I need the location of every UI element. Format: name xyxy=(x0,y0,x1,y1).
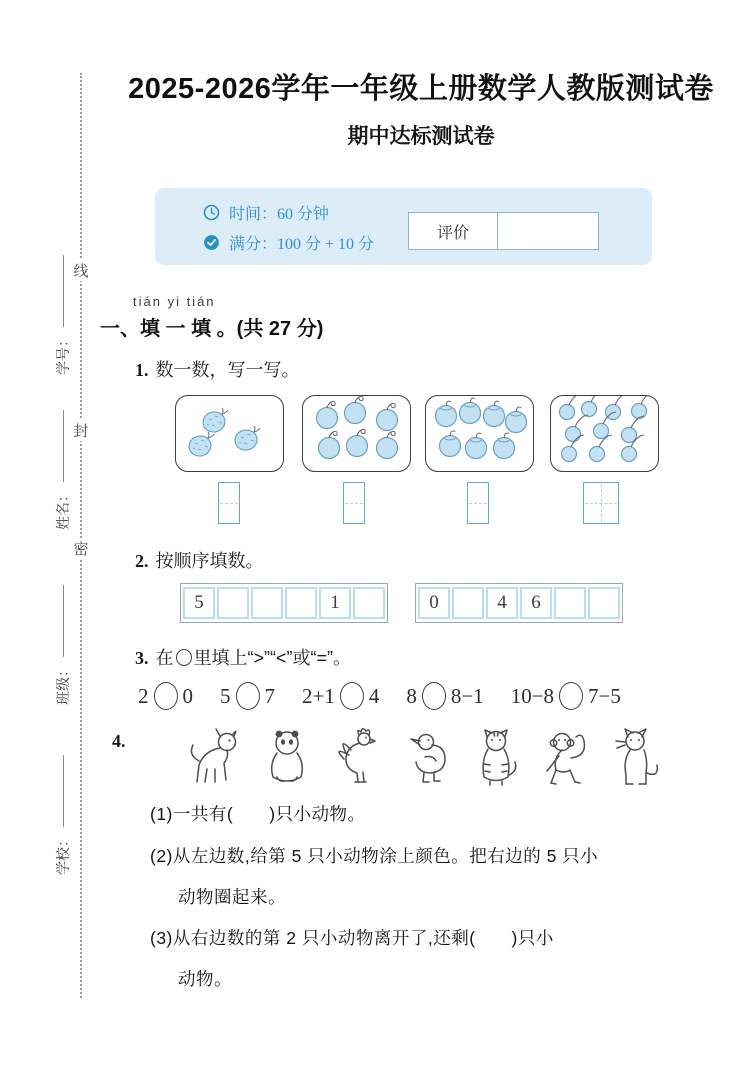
margin-field-blank xyxy=(63,755,64,827)
question-4-item-3-line-1: (3)从右边数的第 2 只小动物离开了,还剩( )只小 xyxy=(150,928,554,948)
peach-figure xyxy=(466,433,487,459)
question-4-item-2-line-2: 动物圈起来。 xyxy=(178,887,286,907)
question-3-text-after: 里填上“>”“<”或“=”。 xyxy=(193,648,351,668)
comparison-item xyxy=(406,682,483,710)
apple-figure xyxy=(317,401,338,428)
score-info-line xyxy=(203,231,374,254)
peach-figure xyxy=(440,431,461,457)
sequence-blank-cell xyxy=(353,587,385,619)
score-label: 满分：100 分 + 10 分 xyxy=(229,236,375,253)
comparison-right-value: 8−1 xyxy=(450,683,484,708)
evaluation-table xyxy=(408,212,599,250)
margin-field xyxy=(52,555,74,705)
question-4-number: 4. xyxy=(112,731,126,751)
paper-subtitle: 期中达标测试卷 xyxy=(347,125,495,148)
comparison-answer-circle xyxy=(559,682,583,710)
apple-figure xyxy=(347,429,368,456)
tiger-figure xyxy=(466,728,522,790)
comparison-left-value: 10−8 xyxy=(510,683,555,708)
sequence-number-cell: 5 xyxy=(183,587,215,619)
question-3-number: 3. xyxy=(135,648,149,668)
answer-writing-cell xyxy=(218,482,240,524)
cherry-count-box xyxy=(550,395,659,472)
comparison-left-value: 8 xyxy=(406,683,417,708)
sequence-blank-cell xyxy=(251,587,283,619)
comparison-item xyxy=(302,682,379,710)
check-icon xyxy=(203,234,220,251)
question-1-text: 数一数，写一写。 xyxy=(155,360,300,380)
peach-figure xyxy=(506,407,527,433)
question-2-text: 按顺序填数。 xyxy=(155,551,264,571)
margin-field-label: 姓名： xyxy=(55,488,71,530)
question-4-item-2-line-1: (2)从左边数,给第 5 只小动物涂上颜色。把右边的 5 只小 xyxy=(150,846,599,866)
question-1 xyxy=(135,356,300,382)
question-4 xyxy=(112,731,133,752)
seal-line-char: 密 xyxy=(71,538,91,559)
margin-field-blank xyxy=(63,410,64,482)
comparison-item xyxy=(138,682,193,710)
section-1-heading: 一、填 一 填 。(共 27 分) xyxy=(100,318,324,340)
animal-row xyxy=(186,722,664,790)
cherry-figure xyxy=(632,396,655,419)
comparison-right-value: 4 xyxy=(368,683,380,708)
margin-field-label: 学校： xyxy=(55,833,71,875)
sequence-blank-cell xyxy=(217,587,249,619)
exam-info-panel xyxy=(155,188,652,265)
strawberry-figure xyxy=(187,432,214,458)
dog-figure xyxy=(186,726,244,790)
margin-field-blank xyxy=(63,255,64,327)
answer-writing-cell xyxy=(343,482,365,524)
peach-figure xyxy=(460,398,481,424)
strawberry-count-box xyxy=(175,395,284,472)
cat-figure xyxy=(606,728,664,790)
number-sequence-strip xyxy=(180,583,388,623)
comparison-answer-circle xyxy=(236,682,260,710)
apple-figure xyxy=(345,396,366,423)
comparison-item xyxy=(511,682,621,710)
comparison-answer-circle xyxy=(422,682,446,710)
sequence-blank-cell xyxy=(285,587,317,619)
peach-count-box xyxy=(425,395,534,472)
sequence-number-cell: 1 xyxy=(319,587,351,619)
apple-figure xyxy=(319,431,340,458)
comparison-answer-circle xyxy=(340,682,364,710)
apple-figure xyxy=(377,403,398,430)
comparison-right-value: 0 xyxy=(182,683,193,708)
peach-figure xyxy=(436,401,457,427)
seal-line-char: 封 xyxy=(71,420,91,441)
sequence-blank-cell xyxy=(452,587,484,619)
question-2 xyxy=(135,547,264,573)
cherry-figure xyxy=(560,396,583,420)
comparison-right-value: 7−5 xyxy=(588,683,621,708)
rooster-figure xyxy=(330,726,384,790)
comparison-row xyxy=(138,682,738,710)
sequence-blank-cell xyxy=(554,587,586,619)
duck-figure xyxy=(399,728,451,790)
answer-writing-cell xyxy=(467,482,489,524)
evaluation-label: 评价 xyxy=(409,213,498,249)
peach-figure xyxy=(484,401,505,427)
sequence-number-cell: 0 xyxy=(418,587,450,619)
margin-field xyxy=(52,225,74,375)
question-4-item-1: (1)一共有( )只小动物。 xyxy=(150,804,366,824)
question-3 xyxy=(135,644,351,670)
example-circle-icon xyxy=(176,649,192,666)
time-label: 时间：60 分钟 xyxy=(229,206,330,223)
strawberry-figure xyxy=(233,426,260,452)
comparison-left-value: 2 xyxy=(138,683,149,708)
margin-field-label: 学号： xyxy=(55,333,71,375)
answer-writing-cell xyxy=(583,482,619,524)
question-1-number: 1. xyxy=(135,360,149,380)
question-4-item-3-line-2: 动物。 xyxy=(178,969,232,989)
margin-field-blank xyxy=(63,585,64,657)
cherry-figure xyxy=(582,396,605,417)
sequence-number-cell: 4 xyxy=(486,587,518,619)
question-3-text-before: 在 xyxy=(155,648,174,668)
seal-dotted-line xyxy=(80,73,82,998)
seal-line-char: 线 xyxy=(71,260,91,281)
evaluation-value-cell xyxy=(498,213,598,249)
number-sequence-strip xyxy=(415,583,623,623)
sequence-number-cell: 6 xyxy=(520,587,552,619)
comparison-left-value: 5 xyxy=(220,683,231,708)
paper-title: 2025-2026学年一年级上册数学人教版测试卷 xyxy=(128,73,714,105)
time-info-line xyxy=(203,201,329,224)
peach-figure xyxy=(494,433,515,459)
comparison-right-value: 7 xyxy=(264,683,275,708)
strawberry-figure xyxy=(201,408,228,434)
margin-field-label: 班级： xyxy=(55,663,71,705)
margin-field xyxy=(52,380,74,530)
pinyin-annotation: tián yi tián xyxy=(133,294,216,309)
comparison-answer-circle xyxy=(154,682,178,710)
apple-figure xyxy=(377,431,398,458)
sequence-blank-cell xyxy=(588,587,620,619)
monkey-figure xyxy=(537,728,591,790)
clock-icon xyxy=(203,204,220,221)
comparison-left-value: 2+1 xyxy=(302,683,335,708)
question-2-number: 2. xyxy=(135,551,149,571)
panda-figure xyxy=(259,726,315,790)
comparison-item xyxy=(220,682,275,710)
margin-field xyxy=(52,725,74,875)
cherry-figure xyxy=(622,416,645,443)
apple-count-box xyxy=(302,395,411,472)
